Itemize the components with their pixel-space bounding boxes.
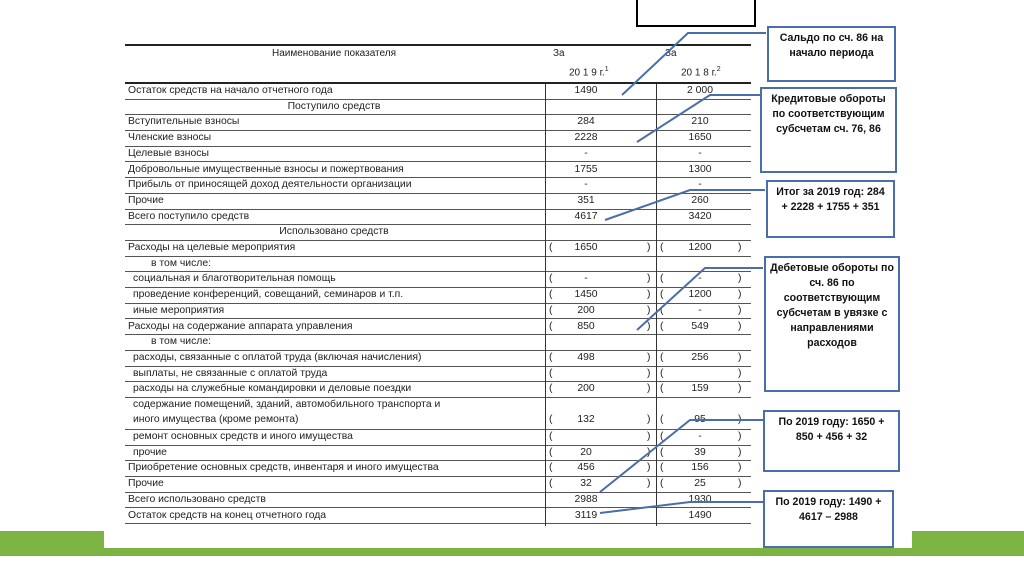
note-opening-balance: Сальдо по сч. 86 на начало периода <box>767 26 896 82</box>
bracket-mark: ( <box>660 242 664 253</box>
row-label: проведение конференций, совещаний, семинаров и т.п. <box>133 289 404 301</box>
bracket-mark: ) <box>647 320 651 332</box>
value-2019: 850 <box>577 320 595 332</box>
value-2018: 159 <box>691 383 709 395</box>
value-2019: 20 <box>580 446 592 458</box>
row-label: Поступило средств <box>287 100 381 112</box>
note-total-2019: Итог за 2019 год: 284 + 2228 + 1755 + 351 <box>766 180 895 238</box>
bracket-mark: ) <box>647 462 651 474</box>
value-2018: 549 <box>691 320 709 332</box>
value-2019: 456 <box>577 462 595 474</box>
value-2019: 284 <box>577 116 595 128</box>
row-label: Остаток средств на конец отчетного года <box>128 509 327 521</box>
value-2019: - <box>584 147 588 159</box>
value-2019: 1490 <box>574 85 598 96</box>
value-2018: 39 <box>694 446 706 458</box>
value-2018: 1200 <box>688 242 712 253</box>
row-label: Прочие <box>128 194 164 206</box>
value-2019: - <box>584 179 588 191</box>
bracket-mark: ( <box>660 304 664 316</box>
row-label: в том числе: <box>151 336 211 348</box>
bracket-mark: ( <box>549 351 553 363</box>
row-label: Расходы на целевые мероприятия <box>128 242 296 253</box>
row-label: ремонт основных средств и иного имущества <box>133 431 353 442</box>
value-2018: 95 <box>694 414 706 425</box>
row-label: содержание помещений, зданий, автомобильного транспорта и <box>133 399 441 410</box>
bracket-mark: ( <box>549 289 553 301</box>
bracket-mark: ( <box>549 383 553 395</box>
row-label: иные мероприятия <box>133 304 225 316</box>
row-label: Целевые взносы <box>128 147 209 159</box>
bracket-mark: ) <box>647 414 651 425</box>
bracket-mark: ) <box>738 367 742 379</box>
bracket-mark: ( <box>660 414 664 425</box>
value-2019: 351 <box>577 194 595 206</box>
value-2018: - <box>698 431 702 442</box>
note-debit-turnover: Дебетовые обороты по сч. 86 по соответствующим субсчетам в увязке с направлениями расходов <box>764 256 900 392</box>
bracket-mark: ( <box>660 367 664 379</box>
note-credit-turnover: Кредитовые обороты по соответствующим субсчетам сч. 76, 86 <box>760 87 897 173</box>
bracket-mark: ( <box>660 478 664 490</box>
header-col1-label: За <box>553 48 565 59</box>
bracket-mark: ) <box>738 414 742 425</box>
connector-line <box>600 502 763 513</box>
bracket-mark: ) <box>738 320 742 332</box>
row-label-continued: иного имущества (кроме ремонта) <box>133 414 299 425</box>
bracket-mark: ( <box>660 431 664 442</box>
row-label: расходы, связанные с оплатой труда (включая начисления) <box>133 351 422 363</box>
bracket-mark: ( <box>660 289 664 301</box>
value-2019: 200 <box>577 383 595 395</box>
value-2018: - <box>698 179 702 191</box>
value-2018: 3420 <box>688 210 712 222</box>
connector-line <box>637 268 763 330</box>
bracket-mark: ) <box>647 273 651 285</box>
value-2019: 498 <box>577 351 595 363</box>
bracket-mark: ) <box>738 478 742 490</box>
value-2018: 1490 <box>688 509 712 521</box>
bracket-mark: ( <box>549 320 553 332</box>
bracket-mark: ) <box>738 273 742 285</box>
value-2018: 2 000 <box>686 85 713 96</box>
bracket-mark: ) <box>738 242 742 253</box>
bracket-mark: ( <box>549 304 553 316</box>
value-2019: 3119 <box>574 509 598 521</box>
bracket-mark: ) <box>647 383 651 395</box>
row-label: Расходы на содержание аппарата управления <box>128 320 353 332</box>
bracket-mark: ( <box>549 431 553 442</box>
row-label: Добровольные имущественные взносы и пожертвования <box>128 163 404 175</box>
bracket-mark: ) <box>738 431 742 442</box>
bracket-mark: ( <box>549 273 553 285</box>
row-label: социальная и благотворительная помощь <box>133 273 336 285</box>
bracket-mark: ) <box>738 383 742 395</box>
row-label: Членские взносы <box>128 132 212 144</box>
value-2018: 1650 <box>688 132 712 144</box>
row-label: Вступительные взносы <box>128 116 240 128</box>
header-col2-label: За <box>665 48 677 59</box>
bracket-mark: ) <box>738 446 742 458</box>
row-label: Прибыль от приносящей доход деятельности организации <box>128 179 412 191</box>
bracket-mark: ) <box>647 351 651 363</box>
value-2019: 1755 <box>574 163 598 175</box>
value-2018: 25 <box>694 478 706 490</box>
bracket-mark: ) <box>647 367 651 379</box>
bracket-mark: ( <box>549 478 553 490</box>
row-label: расходы на служебные командировки и деловые поездки <box>133 383 412 395</box>
value-2019: 2228 <box>574 132 598 144</box>
row-label: Остаток средств на начало отчетного года <box>128 85 333 96</box>
bracket-mark: ( <box>660 462 664 474</box>
bracket-mark: ( <box>549 414 553 425</box>
row-label: Прочие <box>128 478 164 490</box>
bracket-mark: ) <box>647 304 651 316</box>
header-indicator-name: Наименование показателя <box>272 48 396 59</box>
value-2019: - <box>584 273 588 285</box>
value-2019: 200 <box>577 304 595 316</box>
row-label: выплаты, не связанные с оплатой труда <box>133 367 328 379</box>
bracket-mark: ( <box>549 367 553 379</box>
bracket-mark: ) <box>647 478 651 490</box>
value-2019: 1650 <box>574 242 598 253</box>
connector-line <box>622 33 766 95</box>
header-col1-year: 20 1 9 г.$^1$ <box>569 66 609 79</box>
bracket-mark: ) <box>647 289 651 301</box>
bracket-mark: ) <box>647 446 651 458</box>
row-label: в том числе: <box>151 257 211 269</box>
value-2018: - <box>698 304 702 316</box>
bracket-mark: ) <box>647 242 651 253</box>
value-2019: 32 <box>580 478 592 490</box>
row-label: Всего поступило средств <box>128 210 250 222</box>
row-label: Приобретение основных средств, инвентаря и иного имущества <box>128 462 439 474</box>
value-2018: - <box>698 147 702 159</box>
value-2019: 132 <box>577 414 595 425</box>
value-2018: 256 <box>691 351 709 363</box>
row-label: прочие <box>133 446 167 458</box>
row-label: Всего использовано средств <box>128 493 266 505</box>
value-2019: 1450 <box>574 289 598 301</box>
bracket-mark: ) <box>647 431 651 442</box>
bracket-mark: ( <box>549 462 553 474</box>
header-col2-year: 20 1 8 г.$^2$ <box>681 66 721 79</box>
bracket-mark: ( <box>549 242 553 253</box>
bracket-mark: ) <box>738 304 742 316</box>
bracket-mark: ( <box>660 383 664 395</box>
connector-line <box>637 95 760 142</box>
bracket-mark: ) <box>738 351 742 363</box>
value-2018: 260 <box>691 194 709 206</box>
connector-line <box>600 420 763 492</box>
value-2018: 1200 <box>688 289 712 301</box>
value-2019: 2988 <box>574 493 598 505</box>
value-2018: - <box>698 273 702 285</box>
bracket-mark: ( <box>660 273 664 285</box>
bracket-mark: ( <box>660 320 664 332</box>
bracket-mark: ) <box>738 289 742 301</box>
note-closing-2019: По 2019 году: 1490 + 4617 – 2988 <box>763 490 894 548</box>
value-2018: 156 <box>691 462 709 474</box>
bracket-mark: ) <box>738 462 742 474</box>
value-2018: 210 <box>691 116 709 128</box>
note-expenses-2019: По 2019 году: 1650 + 850 + 456 + 32 <box>763 410 900 472</box>
row-label: Использовано средств <box>279 226 389 238</box>
bracket-mark: ( <box>660 446 664 458</box>
value-2018: 1930 <box>688 493 712 505</box>
bracket-mark: ( <box>549 446 553 458</box>
connector-line <box>605 190 765 220</box>
bracket-mark: ( <box>660 351 664 363</box>
value-2018: 1300 <box>688 163 712 175</box>
value-2019: 4617 <box>574 210 598 222</box>
